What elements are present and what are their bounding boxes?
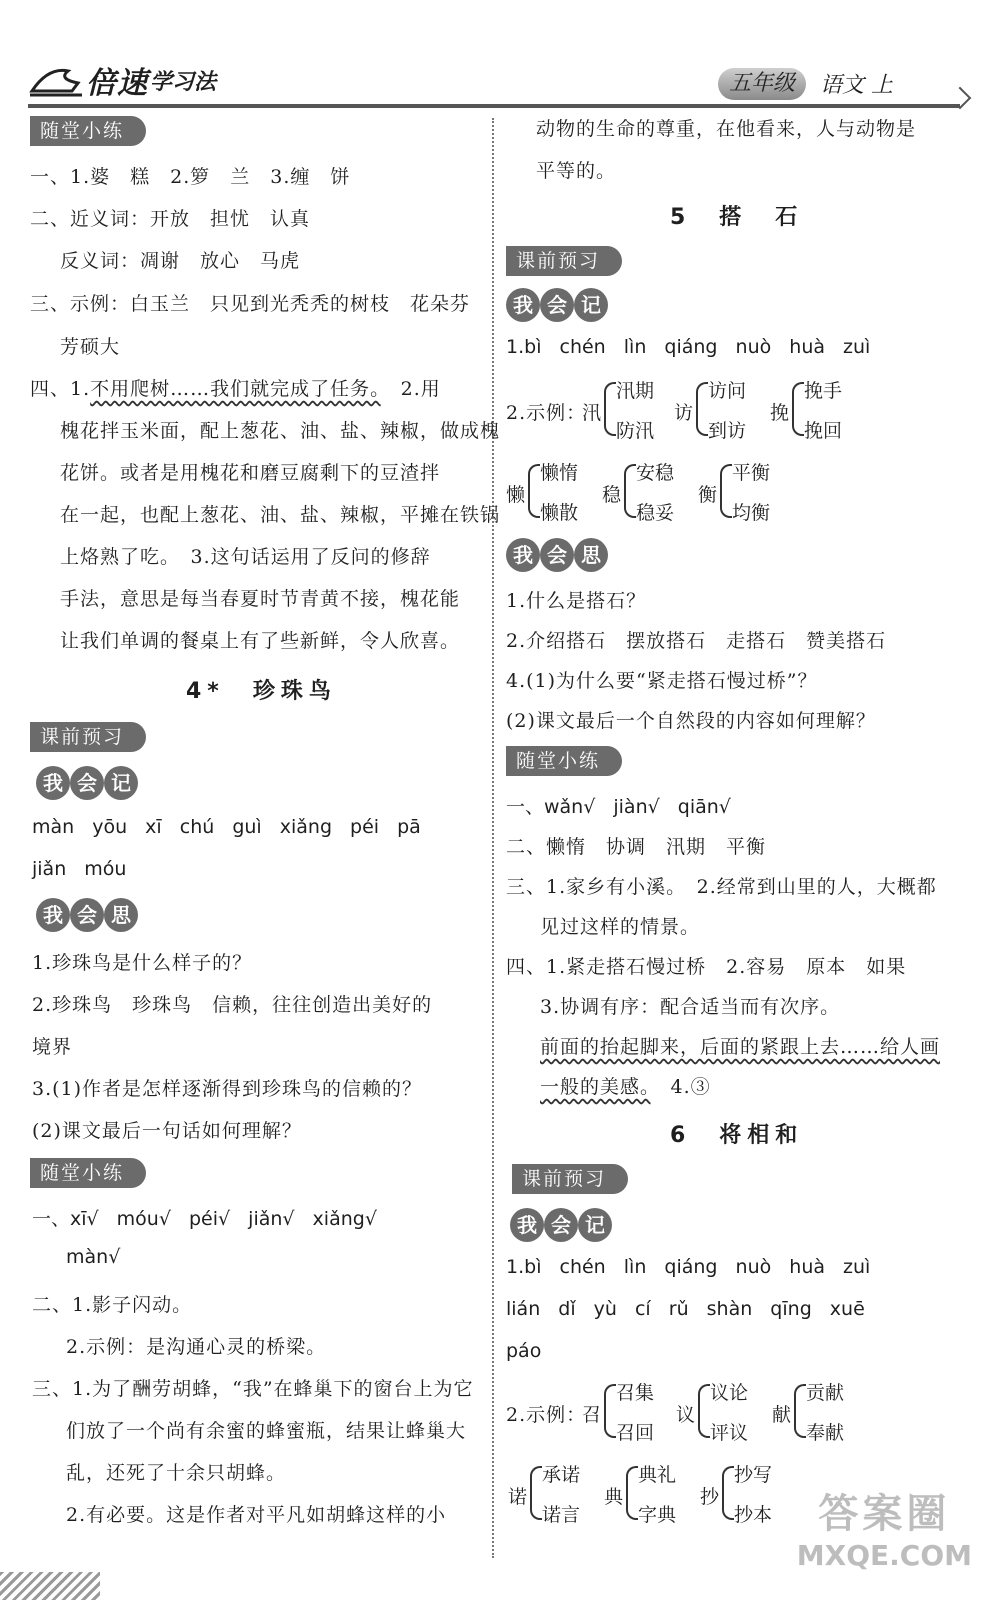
pinyin-line: páo bbox=[506, 1340, 542, 1362]
group-head: 召 bbox=[582, 1404, 602, 1426]
answer-line: 在一起，也配上葱花、油、盐、辣椒，平摊在铁锅 bbox=[60, 504, 501, 526]
group-word: 抄本 bbox=[734, 1504, 773, 1526]
answer-line: 手法，意思是每当春夏时节青黄不接，槐花能 bbox=[60, 588, 461, 610]
group-head: 访 bbox=[674, 402, 694, 424]
answer-line: 平等的。 bbox=[536, 160, 617, 182]
answer-line: màn√ bbox=[66, 1246, 121, 1268]
bubble-heading-memorize bbox=[36, 766, 148, 800]
column-divider bbox=[492, 118, 494, 1558]
section-tag-preview: 课前预习 bbox=[30, 722, 146, 752]
answer-line: 动物的生命的尊重，在他看来，人与动物是 bbox=[536, 118, 917, 140]
group-head: 诺 bbox=[508, 1486, 528, 1508]
bubble-char: 我 bbox=[36, 898, 70, 932]
section-tag-practice: 随堂小练 bbox=[506, 746, 622, 776]
section-tag-practice: 随堂小练 bbox=[30, 116, 146, 146]
answer-line: 芳硕大 bbox=[60, 336, 121, 358]
header-rule bbox=[28, 104, 960, 108]
brace-icon bbox=[530, 1466, 542, 1520]
group-head: 衡 bbox=[698, 484, 718, 506]
answer-line: 3.协调有序：配合适当而有次序。 bbox=[540, 996, 841, 1018]
brace-icon bbox=[626, 1466, 638, 1520]
watermark-text: 答案圈 bbox=[818, 1491, 951, 1537]
group-word: 到访 bbox=[708, 420, 747, 442]
group-word: 典礼 bbox=[638, 1464, 677, 1486]
answer-line: 上烙熟了吃。 3.这句话运用了反问的修辞 bbox=[60, 546, 431, 568]
underlined-quote: 不用爬树……我们就完成了任务。 bbox=[90, 378, 381, 400]
pinyin-line: 1.bì chén lìn qiáng nuò huà zuì bbox=[506, 1256, 871, 1278]
answer-line: 见过这样的情景。 bbox=[540, 916, 701, 938]
subject-label: 语文 上 bbox=[820, 73, 893, 98]
section-tag-preview: 课前预习 bbox=[512, 1164, 628, 1194]
bubble-char: 会 bbox=[540, 288, 574, 322]
answer-line: 三、1.家乡有小溪。 2.经常到山里的人，大概都 bbox=[506, 876, 937, 898]
question-line: 1.珍珠鸟是什么样子的？ bbox=[32, 952, 253, 974]
group-word: 议论 bbox=[710, 1382, 749, 1404]
brace-icon bbox=[698, 1384, 710, 1438]
question-line: 境界 bbox=[32, 1036, 73, 1058]
brace-icon bbox=[528, 464, 540, 518]
brace-icon bbox=[696, 382, 708, 436]
logo-text: 倍速 bbox=[86, 66, 148, 101]
group-word: 召回 bbox=[616, 1422, 655, 1444]
pinyin-line: lián dǐ yù cí rǔ shàn qīng xuē bbox=[506, 1298, 865, 1320]
group-word: 评议 bbox=[710, 1422, 749, 1444]
pinyin-line: màn yōu xī chú guì xiǎng péi pā bbox=[32, 816, 421, 838]
watermark bbox=[797, 1482, 972, 1572]
runner-logo-icon bbox=[28, 61, 86, 99]
page-header bbox=[28, 58, 968, 108]
bubble-heading-think bbox=[506, 538, 618, 572]
answer-line: 二、近义词：开放 担忧 认真 bbox=[30, 208, 311, 230]
lesson-title: 5 搭 石 bbox=[670, 205, 804, 230]
brace-icon bbox=[624, 464, 636, 518]
group-head: 典 bbox=[604, 1486, 624, 1508]
answer-line: 一、wǎn√ jiàn√ qiān√ bbox=[506, 796, 731, 818]
group-word: 均衡 bbox=[732, 502, 771, 524]
group-word: 访问 bbox=[708, 380, 747, 402]
group-word: 诺言 bbox=[542, 1504, 581, 1526]
answer-line: 三、示例：白玉兰 只见到光秃秃的树枝 花朵芬 bbox=[30, 293, 471, 315]
question-line: (2)课文最后一个自然段的内容如何理解？ bbox=[506, 710, 876, 732]
brace-icon bbox=[722, 1466, 734, 1520]
group-head: 懒 bbox=[506, 484, 526, 506]
answer-line: 四、1.紧走搭石慢过桥 2.容易 原本 如果 bbox=[506, 956, 907, 978]
group-word: 召集 bbox=[616, 1382, 655, 1404]
bubble-char: 会 bbox=[544, 1208, 578, 1242]
group-word: 懒散 bbox=[540, 502, 579, 524]
group-head: 议 bbox=[676, 1404, 696, 1426]
answer-line: 槐花拌玉米面，配上葱花、油、盐、辣椒，做成槐 bbox=[60, 420, 501, 442]
bubble-char: 思 bbox=[104, 898, 138, 932]
answer-text: 4.③ bbox=[650, 1076, 711, 1098]
group-word: 抄写 bbox=[734, 1464, 773, 1486]
brace-icon bbox=[604, 1384, 616, 1438]
group-word: 汛期 bbox=[616, 380, 655, 402]
group-head: 挽 bbox=[770, 402, 790, 424]
grade-badge: 五年级 bbox=[718, 68, 806, 100]
underlined-quote: 前面的抬起脚来，后面的紧跟上去……给人画 bbox=[540, 1036, 941, 1058]
answer-line: 乱，还死了十余只胡蜂。 bbox=[66, 1462, 287, 1484]
logo bbox=[28, 58, 216, 102]
group-word: 贡献 bbox=[806, 1382, 845, 1404]
bubble-char: 会 bbox=[70, 898, 104, 932]
group-word: 防汛 bbox=[616, 420, 655, 442]
watermark-url: MXQE.COM bbox=[796, 1539, 972, 1572]
group-word: 稳妥 bbox=[636, 502, 675, 524]
answer-number: 四、1. bbox=[30, 378, 91, 400]
group-word: 挽手 bbox=[804, 380, 843, 402]
brace-icon bbox=[604, 382, 616, 436]
question-line: 3.(1)作者是怎样逐渐得到珍珠鸟的信赖的？ bbox=[32, 1078, 423, 1100]
brace-icon bbox=[792, 382, 804, 436]
answer-line: 让我们单调的餐桌上有了些新鲜，令人欣喜。 bbox=[60, 630, 461, 652]
group-head: 汛 bbox=[582, 402, 602, 424]
answer-line: 反义词：凋谢 放心 马虎 bbox=[60, 250, 301, 272]
answer-line: 2.有必要。这是作者对平凡如胡蜂这样的小 bbox=[66, 1504, 447, 1526]
group-word: 字典 bbox=[638, 1504, 677, 1526]
question-line: 2.珍珠鸟 珍珠鸟 信赖，往往创造出美好的 bbox=[32, 994, 433, 1016]
bubble-heading-memorize bbox=[506, 288, 618, 322]
answer-line: 2.示例：是沟通心灵的桥梁。 bbox=[66, 1336, 327, 1358]
answer-line: 一、1.婆 糕 2.箩 兰 3.缠 饼 bbox=[30, 166, 351, 188]
answer-line: 们放了一个尚有余蜜的蜂蜜瓶，结果让蜂巢大 bbox=[66, 1420, 467, 1442]
underlined-quote: 一般的美感。 bbox=[540, 1076, 651, 1098]
question-line: 2.介绍搭石 摆放搭石 走搭石 赞美搭石 bbox=[506, 630, 887, 652]
brace-icon bbox=[794, 1384, 806, 1438]
group-word: 安稳 bbox=[636, 462, 675, 484]
bubble-char: 会 bbox=[540, 538, 574, 572]
group-word: 承诺 bbox=[542, 1464, 581, 1486]
question-line: 1.什么是搭石？ bbox=[506, 590, 647, 612]
bubble-char: 记 bbox=[104, 766, 138, 800]
group-word: 挽回 bbox=[804, 420, 843, 442]
answer-line bbox=[540, 1072, 711, 1099]
bubble-char: 我 bbox=[506, 538, 540, 572]
question-line: (2)课文最后一句话如何理解？ bbox=[32, 1120, 302, 1142]
section-tag-preview: 课前预习 bbox=[506, 246, 622, 276]
group-head: 抄 bbox=[700, 1486, 720, 1508]
example-label: 2.示例： bbox=[506, 1404, 587, 1426]
bubble-char: 我 bbox=[510, 1208, 544, 1242]
group-head: 献 bbox=[772, 1404, 792, 1426]
question-line: 4.(1)为什么要“紧走搭石慢过桥”？ bbox=[506, 670, 818, 692]
bubble-char: 会 bbox=[70, 766, 104, 800]
example-label: 2.示例： bbox=[506, 402, 587, 424]
brace-icon bbox=[720, 464, 732, 518]
bubble-char: 思 bbox=[574, 538, 608, 572]
group-word: 懒惰 bbox=[540, 462, 579, 484]
footer-hatch bbox=[0, 1572, 100, 1600]
group-head: 稳 bbox=[602, 484, 622, 506]
pinyin-line: jiǎn móu bbox=[32, 858, 127, 880]
bubble-char: 记 bbox=[578, 1208, 612, 1242]
lesson-title: 4* 珍珠鸟 bbox=[186, 679, 337, 704]
answer-line: 二、懒惰 协调 汛期 平衡 bbox=[506, 836, 767, 858]
answer-line: 一、xī√ móu√ péi√ jiǎn√ xiǎng√ bbox=[32, 1208, 377, 1230]
logo-subtitle: 学习法 bbox=[150, 69, 217, 95]
answer-line: 三、1.为了酬劳胡蜂，“我”在蜂巢下的窗台上为它 bbox=[32, 1378, 474, 1400]
section-tag-practice: 随堂小练 bbox=[30, 1158, 146, 1188]
answer-text: 2.用 bbox=[380, 378, 441, 400]
bubble-char: 我 bbox=[36, 766, 70, 800]
group-word: 平衡 bbox=[732, 462, 771, 484]
answer-line: 花饼。或者是用槐花和磨豆腐剩下的豆渣拌 bbox=[60, 462, 441, 484]
group-word: 奉献 bbox=[806, 1422, 845, 1444]
bubble-char: 记 bbox=[574, 288, 608, 322]
answer-line: 二、1.影子闪动。 bbox=[32, 1294, 193, 1316]
lesson-title: 6 将相和 bbox=[670, 1123, 804, 1148]
bubble-heading-think bbox=[36, 898, 148, 932]
bubble-char: 我 bbox=[506, 288, 540, 322]
bubble-heading-memorize bbox=[510, 1208, 622, 1242]
answer-line bbox=[30, 374, 441, 401]
pinyin-line: 1.bì chén lìn qiáng nuò huà zuì bbox=[506, 336, 871, 358]
